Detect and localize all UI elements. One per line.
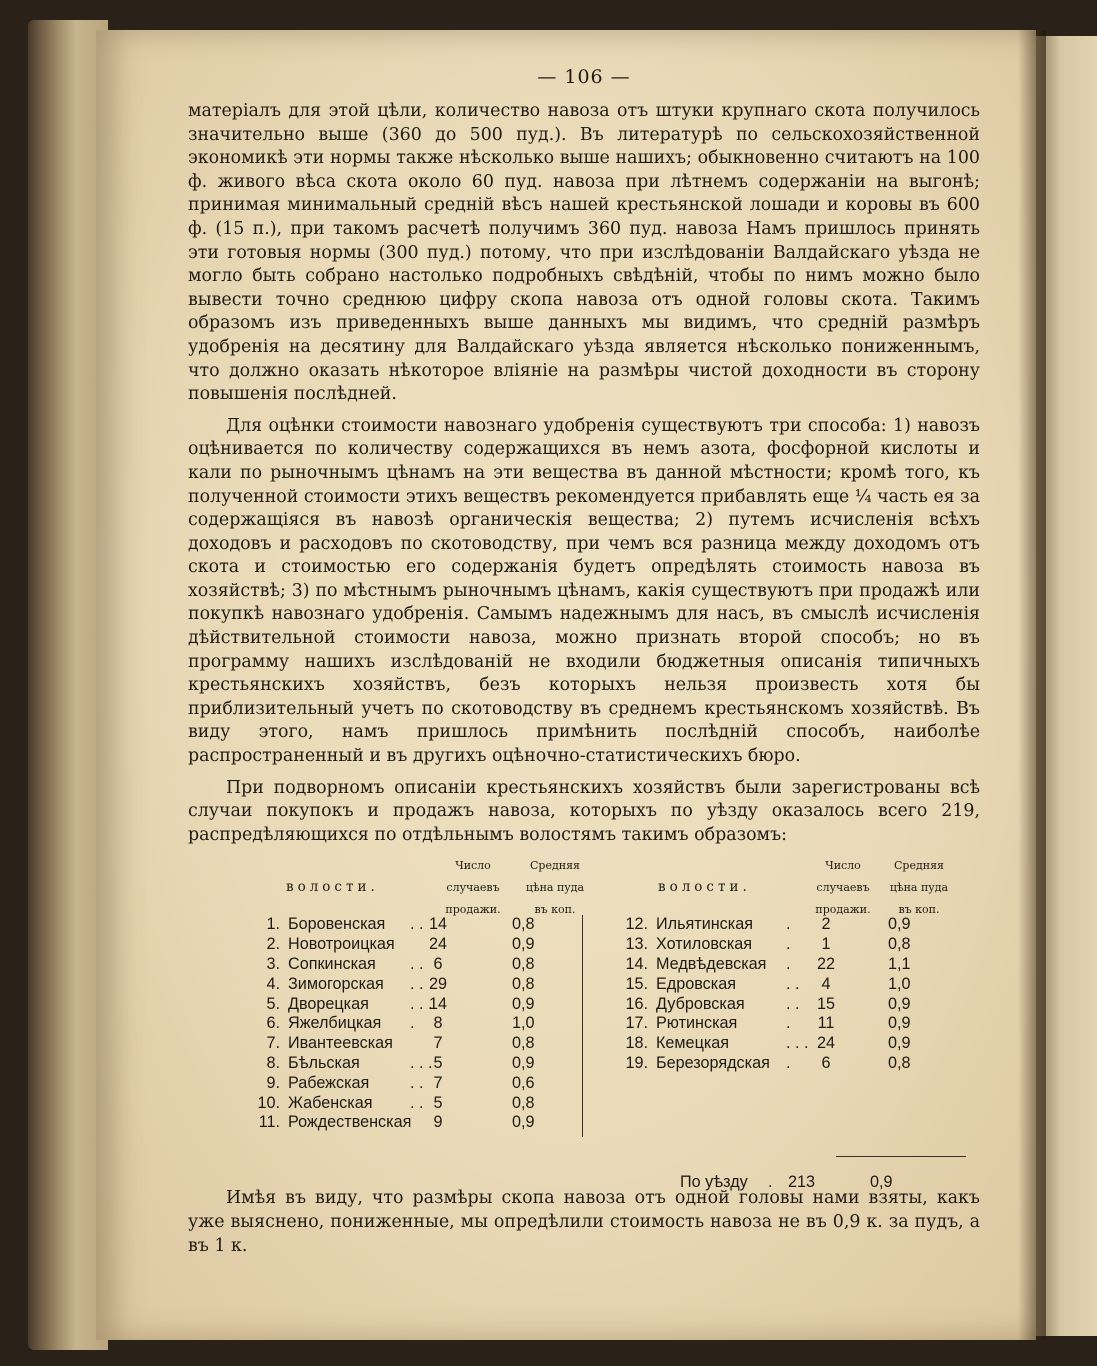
header-price-line: цѣна пуда bbox=[525, 881, 585, 895]
row-dots: . bbox=[786, 1053, 791, 1072]
volost-name: Березорядская bbox=[656, 1053, 770, 1072]
header-count-line: случаевъ bbox=[816, 881, 870, 895]
header-price-line: цѣна пуда bbox=[889, 881, 949, 895]
avg-price: 1,0 bbox=[512, 1014, 535, 1033]
avg-price: 1,0 bbox=[888, 974, 911, 993]
volost-name: Боровенская bbox=[288, 915, 386, 934]
avg-price: 0,6 bbox=[512, 1073, 535, 1092]
row-dots: . . . bbox=[410, 994, 433, 1013]
row-number: 17. bbox=[625, 1014, 648, 1033]
volost-name: Едровская bbox=[656, 974, 736, 993]
gutter-shadow bbox=[1018, 30, 1046, 1340]
avg-price: 0,8 bbox=[512, 1093, 535, 1112]
volost-name: Рабежская bbox=[288, 1073, 370, 1092]
page-content bbox=[188, 66, 980, 1258]
row-dots: . . bbox=[410, 1073, 424, 1092]
header-price bbox=[874, 855, 964, 921]
table-header bbox=[250, 853, 590, 915]
row-dots: . . . bbox=[410, 1053, 433, 1072]
avg-price: 0,9 bbox=[888, 994, 911, 1013]
table-row bbox=[250, 935, 590, 955]
sales-count: 1 bbox=[821, 935, 831, 954]
row-number: 15. bbox=[625, 974, 648, 993]
sales-count: 14 bbox=[428, 915, 447, 934]
sales-count: 15 bbox=[816, 994, 835, 1013]
avg-price: 0,9 bbox=[888, 1014, 911, 1033]
row-number: 8. bbox=[266, 1053, 280, 1072]
volost-name: Рютинская bbox=[656, 1014, 738, 1033]
row-number: 19. bbox=[625, 1053, 648, 1072]
avg-price: 0,9 bbox=[512, 1113, 535, 1132]
volost-name: Зимогорская bbox=[288, 974, 384, 993]
volost-name: Хотиловская bbox=[656, 935, 753, 954]
sales-count: 11 bbox=[817, 1014, 835, 1033]
row-number: 5. bbox=[266, 994, 280, 1013]
avg-price: 0,9 bbox=[888, 1034, 911, 1053]
avg-price: 0,9 bbox=[888, 915, 911, 934]
sales-count: 8 bbox=[433, 1014, 443, 1033]
sales-count: 24 bbox=[816, 1034, 835, 1053]
total-dot: . bbox=[768, 1173, 773, 1192]
row-number: 12. bbox=[625, 915, 648, 934]
table-row bbox=[618, 1014, 968, 1034]
total-count: 213 bbox=[788, 1173, 816, 1192]
row-dots: . bbox=[786, 915, 791, 934]
sales-count: 6 bbox=[821, 1053, 831, 1072]
table-row bbox=[250, 1054, 590, 1074]
table-rows-left bbox=[250, 915, 590, 1133]
volost-name: Жабенская bbox=[288, 1093, 373, 1112]
header-count-line: Число bbox=[825, 859, 861, 873]
table-row bbox=[250, 1113, 590, 1133]
sales-count: 6 bbox=[433, 955, 443, 973]
volost-name: Новотроицкая bbox=[288, 935, 395, 954]
sales-count: 9 bbox=[433, 1113, 443, 1132]
row-dots: . bbox=[786, 935, 791, 954]
header-count-line: продажи. bbox=[815, 903, 871, 917]
row-dots: . . bbox=[410, 915, 424, 934]
avg-price: 0,9 bbox=[512, 994, 535, 1013]
table-divider bbox=[582, 915, 583, 1137]
sales-count: 5 bbox=[433, 1093, 443, 1112]
volost-name: Рождественская bbox=[288, 1113, 412, 1132]
table-row bbox=[618, 1054, 968, 1074]
header-price bbox=[510, 855, 600, 921]
row-dots: . . bbox=[410, 974, 424, 993]
header-count-line: Число bbox=[455, 859, 491, 873]
header-count-line: продажи. bbox=[445, 903, 501, 917]
header-price-line: въ коп. bbox=[898, 903, 940, 917]
table-row bbox=[618, 935, 968, 955]
avg-price: 0,8 bbox=[512, 1034, 535, 1053]
total-rule bbox=[836, 1156, 966, 1157]
page-number: — 106 — bbox=[537, 66, 631, 88]
header-region: волости. bbox=[286, 879, 379, 896]
table-row bbox=[250, 1034, 590, 1054]
avg-price: 0,8 bbox=[888, 1053, 911, 1072]
row-number: 9. bbox=[266, 1073, 280, 1092]
paragraph-3: При подворномъ описаніи крестьянскихъ хозяйствъ были зарегистрованы всѣ случаи покупокъ и продажъ навоза, которыхъ по уѣзду оказалось всего 219, распредѣляющихся по отдѣльнымъ волостямъ такимъ образомъ: bbox=[188, 777, 980, 845]
table-row bbox=[250, 1094, 590, 1114]
table-row bbox=[618, 955, 968, 975]
sales-count: 2 bbox=[821, 915, 831, 934]
header-price-line: Средняя bbox=[530, 859, 580, 873]
row-number: 11. bbox=[258, 1113, 280, 1132]
row-number: 6. bbox=[266, 1014, 280, 1033]
row-number: 10. bbox=[257, 1093, 280, 1112]
volost-table bbox=[188, 853, 980, 1192]
sales-count: 5 bbox=[433, 1053, 443, 1072]
row-number: 18. bbox=[625, 1034, 648, 1053]
sales-count: 22 bbox=[816, 955, 835, 973]
header-price-line: Средняя bbox=[894, 859, 944, 873]
volost-name: Медвѣдевская bbox=[656, 955, 767, 973]
row-dots: . bbox=[786, 1014, 791, 1033]
sales-count: 14 bbox=[428, 994, 447, 1013]
row-number: 1. bbox=[266, 915, 280, 934]
row-dots: . . bbox=[410, 1093, 424, 1112]
row-number: 7. bbox=[266, 1034, 280, 1053]
avg-price: 0,9 bbox=[512, 935, 535, 954]
row-dots: . bbox=[786, 955, 791, 973]
header-region: волости. bbox=[658, 879, 751, 896]
table-row bbox=[618, 995, 968, 1015]
avg-price: 0,8 bbox=[888, 935, 911, 954]
avg-price: 0,9 bbox=[512, 1053, 535, 1072]
row-number: 3. bbox=[266, 955, 280, 973]
paragraph-4: Имѣя въ виду, что размѣры скопа навоза отъ одной головы нами взяты, какъ уже выяснено, пониженные, мы опредѣлили стоимость навоза не въ 0,9 к. за пудъ, а въ 1 к. bbox=[188, 1188, 980, 1256]
header-count-line: случаевъ bbox=[446, 881, 500, 895]
table-row bbox=[250, 955, 590, 975]
table-row bbox=[618, 915, 968, 935]
total-price: 0,9 bbox=[870, 1173, 893, 1192]
row-number: 14. bbox=[625, 955, 648, 973]
avg-price: 0,8 bbox=[512, 955, 535, 973]
row-dots: . . . bbox=[786, 1034, 809, 1053]
sales-count: 4 bbox=[821, 974, 831, 993]
table-rows-right bbox=[618, 915, 968, 1073]
volost-name: Кемецкая bbox=[656, 1034, 730, 1053]
avg-price: 1,1 bbox=[888, 955, 911, 973]
total-label: По уѣзду bbox=[680, 1173, 748, 1192]
table-row bbox=[250, 915, 590, 935]
row-number: 4. bbox=[266, 974, 280, 993]
volost-name: Сопкинская bbox=[288, 955, 376, 973]
sales-count: 7 bbox=[433, 1034, 443, 1053]
table-right-column bbox=[618, 853, 968, 1073]
row-dots: . . bbox=[410, 955, 424, 973]
table-row bbox=[618, 975, 968, 995]
volost-name: Яжелбицкая bbox=[288, 1014, 382, 1033]
row-number: 2. bbox=[266, 935, 280, 954]
volost-name: Ильятинская bbox=[656, 915, 753, 934]
paragraph-2: Для оцѣнки стоимости навознаго удобренія существуютъ три способа: 1) навозъ оцѣнивается по количеству содержащихся въ немъ азота, фосфорной кислоты и кали по рыночнымъ цѣнамъ на эти вещества въ данной мѣстности; кромѣ того, къ полученной стоимости этихъ веществъ рекомендуется прибавлять еще ¼ часть ея за содержащіяся въ навозѣ органическія вещества; 2) путемъ исчисленія всѣхъ доходовъ и расходовъ по скотоводству, при чемъ вся разница между доходомъ отъ скота и стоимостью его содержанія будетъ опредѣлять стоимость навоза въ хозяйствѣ; 3) по мѣстнымъ рыночнымъ цѣнамъ, какія существуютъ при продажѣ или покупкѣ навознаго удобренія. Самымъ надежнымъ для насъ, въ смыслѣ исчисленія дѣйствительной стоимости навоза, можно признать второй способъ; но въ программу нашихъ изслѣдованій не входили бюджетныя описанія типичныхъ крестьянскихъ хозяйствъ, безъ которыхъ нельзя произвесть хотя бы приблизительный учетъ по скотоводству въ среднемъ крестьянскомъ хозяйствѣ. Въ виду этого, намъ пришлось примѣнить послѣдній способъ, наиболѣе распространенный и въ другихъ оцѣночно-статистическихъ бюро. bbox=[188, 415, 980, 767]
header-price-line: въ коп. bbox=[534, 903, 576, 917]
row-dots: . . bbox=[786, 994, 800, 1013]
row-number: 13. bbox=[625, 935, 648, 954]
table-row bbox=[250, 995, 590, 1015]
row-dots: . . bbox=[786, 974, 800, 993]
volost-name: Ивантеевская bbox=[288, 1034, 393, 1053]
table-row bbox=[250, 975, 590, 995]
table-row bbox=[250, 1074, 590, 1094]
table-row bbox=[618, 1034, 968, 1054]
paragraph-1: матеріалъ для этой цѣли, количество навоза отъ штуки крупнаго скота получилось значительно выше (360 до 500 пуд.). Въ литературѣ по сельскохозяйственной экономикѣ эти нормы также нѣсколько выше нашихъ; обыкновенно считаютъ на 100 ф. живого вѣса скота около 60 пуд. навоза при лѣтнемъ содержаніи на выгонѣ; принимая минимальный среднiй вѣсъ нашей крестьянской лошади и коровы въ 600 ф. (15 п.), при такомъ расчетѣ получимъ 360 пуд. навоза Намъ пришлось принять эти готовыя нормы (300 пуд.) потому, что при изслѣдованіи Валдайскаго уѣзда не могло быть собрано настолько подробныхъ свѣдѣній, чтобы по нимъ можно было вывести точно среднюю цифру скопа навоза отъ одной головы скота. Такимъ образомъ изъ приведенныхъ выше данныхъ мы видимъ, что средній размѣръ удобренія на десятину для Валдайскаго уѣзда является нѣсколько пониженнымъ, что должно оказать нѣкоторое вліяніе на размѣры чистой доходности въ сторону повышенія послѣдней. bbox=[188, 101, 980, 405]
header-count bbox=[428, 855, 518, 921]
table-header bbox=[618, 853, 968, 915]
table-left-column bbox=[250, 853, 590, 1133]
volost-name: Дворецкая bbox=[288, 994, 369, 1013]
table-row bbox=[250, 1014, 590, 1034]
sales-count: 29 bbox=[428, 974, 447, 993]
sales-count: 7 bbox=[433, 1073, 443, 1092]
avg-price: 0,8 bbox=[512, 974, 535, 993]
row-number: 16. bbox=[625, 994, 648, 1013]
volost-name: Дубровская bbox=[656, 994, 745, 1013]
avg-price: 0,8 bbox=[512, 915, 535, 934]
volost-name: Бѣльская bbox=[288, 1053, 360, 1072]
sales-count: 24 bbox=[428, 935, 447, 954]
row-dots: . bbox=[410, 1014, 415, 1033]
